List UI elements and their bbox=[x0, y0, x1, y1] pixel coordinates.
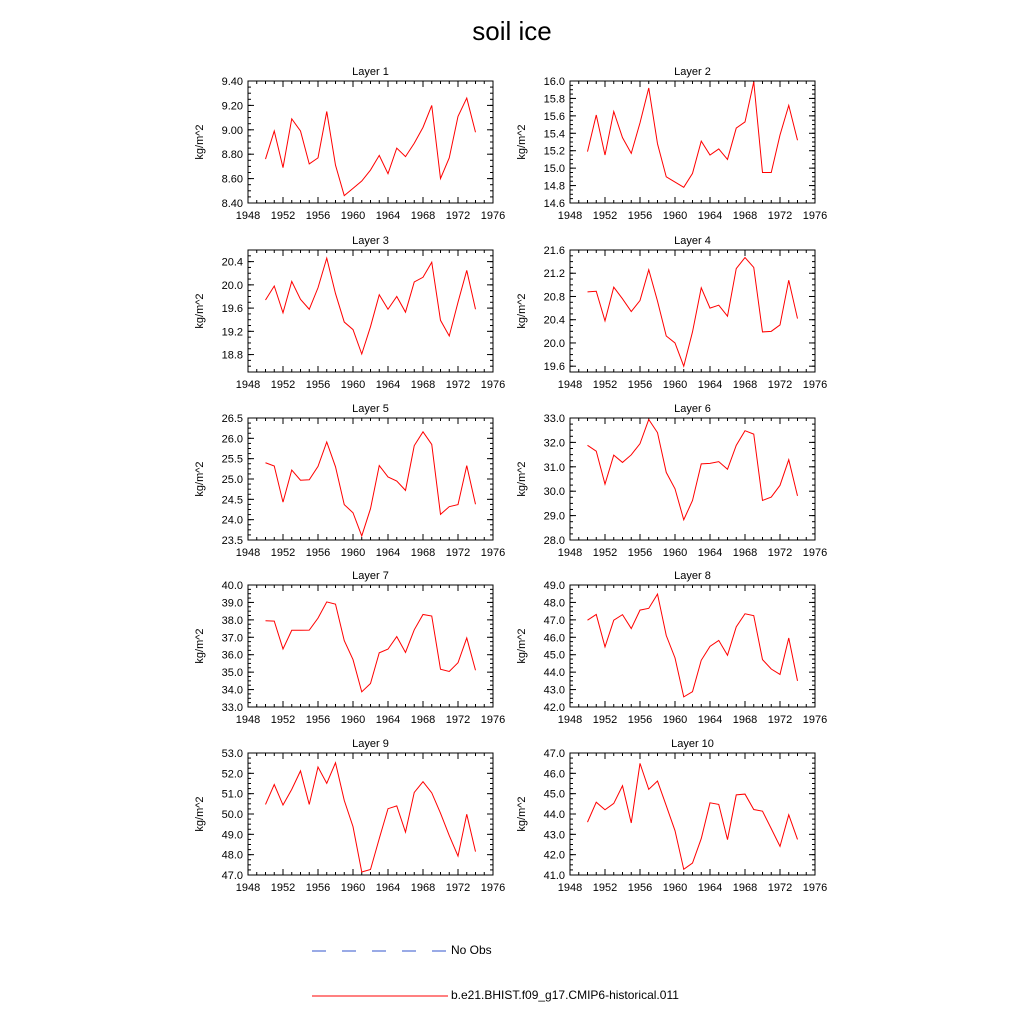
x-tick-label: 1948 bbox=[557, 714, 583, 726]
x-tick-label: 1960 bbox=[662, 882, 688, 894]
x-tick-label: 1956 bbox=[305, 882, 331, 894]
y-tick-label: 42.0 bbox=[543, 702, 565, 714]
x-tick-label: 1960 bbox=[340, 547, 366, 559]
x-tick-label: 1956 bbox=[627, 379, 653, 391]
panel-title: Layer 3 bbox=[352, 235, 389, 247]
y-tick-label: 9.40 bbox=[221, 76, 243, 88]
x-tick-label: 1972 bbox=[767, 547, 793, 559]
y-tick-label: 24.0 bbox=[221, 514, 243, 527]
x-tick-label: 1956 bbox=[627, 210, 653, 222]
x-tick-label: 1956 bbox=[305, 379, 331, 391]
y-tick-label: 26.0 bbox=[221, 433, 243, 446]
y-tick-label: 18.8 bbox=[221, 349, 243, 362]
x-tick-label: 1956 bbox=[305, 547, 331, 559]
y-axis-label: kg/m^2 bbox=[194, 628, 206, 664]
y-tick-label: 20.4 bbox=[221, 256, 243, 269]
y-tick-label: 15.8 bbox=[543, 93, 565, 106]
y-tick-label: 34.0 bbox=[221, 684, 243, 697]
x-tick-label: 1952 bbox=[592, 714, 618, 726]
y-tick-label: 9.20 bbox=[221, 100, 243, 113]
x-tick-label: 1948 bbox=[235, 379, 261, 391]
y-tick-label: 38.0 bbox=[221, 614, 243, 627]
y-tick-label: 42.0 bbox=[543, 849, 565, 862]
y-tick-label: 28.0 bbox=[543, 535, 565, 547]
panel-title: Layer 4 bbox=[674, 235, 711, 247]
x-tick-label: 1964 bbox=[375, 210, 401, 222]
x-tick-label: 1952 bbox=[270, 379, 296, 391]
y-tick-label: 23.5 bbox=[221, 535, 243, 547]
x-tick-label: 1976 bbox=[802, 379, 828, 391]
y-tick-label: 50.0 bbox=[221, 809, 243, 821]
x-tick-label: 1952 bbox=[592, 210, 618, 222]
y-tick-label: 44.0 bbox=[543, 667, 565, 680]
y-tick-label: 20.4 bbox=[543, 314, 565, 327]
y-tick-label: 33.0 bbox=[543, 413, 565, 425]
x-tick-label: 1972 bbox=[445, 882, 471, 894]
x-tick-label: 1956 bbox=[305, 210, 331, 222]
y-tick-label: 48.0 bbox=[221, 849, 243, 862]
x-tick-label: 1968 bbox=[410, 547, 436, 559]
x-tick-label: 1948 bbox=[557, 379, 583, 391]
y-tick-label: 26.5 bbox=[221, 413, 243, 425]
y-tick-label: 19.6 bbox=[221, 303, 243, 316]
y-tick-label: 39.0 bbox=[221, 597, 243, 610]
x-tick-label: 1948 bbox=[235, 547, 261, 559]
x-tick-label: 1964 bbox=[697, 882, 723, 894]
y-tick-label: 53.0 bbox=[221, 748, 243, 760]
x-tick-label: 1968 bbox=[732, 882, 758, 894]
y-tick-label: 19.6 bbox=[543, 361, 565, 374]
y-tick-label: 25.0 bbox=[221, 474, 243, 486]
x-tick-label: 1948 bbox=[235, 714, 261, 726]
y-tick-label: 47.0 bbox=[543, 614, 565, 627]
x-tick-label: 1960 bbox=[662, 714, 688, 726]
y-tick-label: 15.4 bbox=[543, 128, 565, 141]
x-tick-label: 1956 bbox=[627, 547, 653, 559]
y-tick-label: 46.0 bbox=[543, 632, 565, 645]
y-axis-label: kg/m^2 bbox=[516, 628, 528, 664]
x-tick-label: 1968 bbox=[732, 379, 758, 391]
x-tick-label: 1960 bbox=[662, 210, 688, 222]
y-tick-label: 45.0 bbox=[543, 788, 565, 801]
x-tick-label: 1960 bbox=[340, 210, 366, 222]
y-axis-label: kg/m^2 bbox=[194, 461, 206, 497]
x-tick-label: 1952 bbox=[270, 882, 296, 894]
x-tick-label: 1972 bbox=[767, 210, 793, 222]
x-tick-label: 1964 bbox=[375, 882, 401, 894]
y-tick-label: 46.0 bbox=[543, 768, 565, 781]
x-tick-label: 1956 bbox=[627, 714, 653, 726]
y-tick-label: 35.0 bbox=[221, 667, 243, 680]
x-tick-label: 1964 bbox=[697, 714, 723, 726]
y-axis-label: kg/m^2 bbox=[516, 293, 528, 329]
y-tick-label: 41.0 bbox=[543, 870, 565, 882]
y-tick-label: 37.0 bbox=[221, 632, 243, 645]
y-tick-label: 14.8 bbox=[543, 180, 565, 193]
y-axis-label: kg/m^2 bbox=[516, 461, 528, 497]
figure-title: soil ice bbox=[472, 16, 552, 46]
y-tick-label: 47.0 bbox=[543, 748, 565, 760]
x-tick-label: 1976 bbox=[480, 210, 506, 222]
x-tick-label: 1972 bbox=[767, 379, 793, 391]
x-tick-label: 1968 bbox=[732, 547, 758, 559]
y-tick-label: 8.60 bbox=[221, 173, 243, 186]
y-tick-label: 16.0 bbox=[543, 76, 565, 88]
x-tick-label: 1956 bbox=[305, 714, 331, 726]
x-tick-label: 1968 bbox=[410, 882, 436, 894]
y-axis-label: kg/m^2 bbox=[194, 293, 206, 329]
y-tick-label: 40.0 bbox=[221, 580, 243, 592]
x-tick-label: 1976 bbox=[802, 210, 828, 222]
x-tick-label: 1948 bbox=[557, 882, 583, 894]
panel-title: Layer 1 bbox=[352, 66, 389, 78]
x-tick-label: 1968 bbox=[732, 210, 758, 222]
x-tick-label: 1948 bbox=[557, 547, 583, 559]
y-tick-label: 20.0 bbox=[543, 337, 565, 350]
y-tick-label: 21.6 bbox=[543, 245, 565, 257]
y-tick-label: 49.0 bbox=[221, 829, 243, 842]
y-tick-label: 51.0 bbox=[221, 788, 243, 801]
y-tick-label: 20.8 bbox=[543, 291, 565, 304]
x-tick-label: 1972 bbox=[445, 547, 471, 559]
legend-label-1: No Obs bbox=[451, 943, 492, 957]
y-tick-label: 29.0 bbox=[543, 510, 565, 523]
x-tick-label: 1960 bbox=[340, 882, 366, 894]
x-tick-label: 1960 bbox=[662, 547, 688, 559]
panel-title: Layer 2 bbox=[674, 66, 711, 78]
x-tick-label: 1960 bbox=[662, 379, 688, 391]
x-tick-label: 1964 bbox=[375, 714, 401, 726]
x-tick-label: 1964 bbox=[375, 379, 401, 391]
y-tick-label: 45.0 bbox=[543, 649, 565, 662]
x-tick-label: 1964 bbox=[375, 547, 401, 559]
panel-title: Layer 9 bbox=[352, 738, 389, 750]
y-tick-label: 20.0 bbox=[221, 279, 243, 292]
panel-title: Layer 5 bbox=[352, 403, 389, 415]
panel-title: Layer 6 bbox=[674, 403, 711, 415]
y-tick-label: 32.0 bbox=[543, 437, 565, 450]
y-tick-label: 21.2 bbox=[543, 268, 565, 281]
y-tick-label: 52.0 bbox=[221, 768, 243, 781]
y-tick-label: 19.2 bbox=[221, 326, 243, 339]
panel-title: Layer 8 bbox=[674, 570, 711, 582]
y-tick-label: 30.0 bbox=[543, 486, 565, 499]
y-tick-label: 48.0 bbox=[543, 597, 565, 610]
y-tick-label: 36.0 bbox=[221, 649, 243, 662]
y-tick-label: 14.6 bbox=[543, 198, 565, 210]
y-axis-label: kg/m^2 bbox=[194, 796, 206, 832]
y-tick-label: 43.0 bbox=[543, 829, 565, 842]
panel-title: Layer 7 bbox=[352, 570, 389, 582]
x-tick-label: 1976 bbox=[802, 882, 828, 894]
x-tick-label: 1960 bbox=[340, 379, 366, 391]
x-tick-label: 1968 bbox=[410, 210, 436, 222]
x-tick-label: 1948 bbox=[557, 210, 583, 222]
x-tick-label: 1968 bbox=[732, 714, 758, 726]
y-tick-label: 15.6 bbox=[543, 110, 565, 123]
y-axis-label: kg/m^2 bbox=[516, 796, 528, 832]
panel-title: Layer 10 bbox=[671, 738, 714, 750]
x-tick-label: 1972 bbox=[767, 882, 793, 894]
x-tick-label: 1952 bbox=[270, 210, 296, 222]
x-tick-label: 1972 bbox=[767, 714, 793, 726]
x-tick-label: 1968 bbox=[410, 714, 436, 726]
y-axis-label: kg/m^2 bbox=[194, 124, 206, 160]
x-tick-label: 1948 bbox=[235, 210, 261, 222]
x-tick-label: 1968 bbox=[410, 379, 436, 391]
x-tick-label: 1972 bbox=[445, 379, 471, 391]
legend-label-2: b.e21.BHIST.f09_g17.CMIP6-historical.011 bbox=[451, 988, 679, 1002]
y-tick-label: 15.0 bbox=[543, 163, 565, 176]
x-tick-label: 1948 bbox=[235, 882, 261, 894]
x-tick-label: 1976 bbox=[480, 882, 506, 894]
y-tick-label: 49.0 bbox=[543, 580, 565, 592]
x-tick-label: 1976 bbox=[802, 714, 828, 726]
y-axis-label: kg/m^2 bbox=[516, 124, 528, 160]
x-tick-label: 1956 bbox=[627, 882, 653, 894]
y-tick-label: 43.0 bbox=[543, 684, 565, 697]
y-tick-label: 33.0 bbox=[221, 702, 243, 714]
y-tick-label: 44.0 bbox=[543, 809, 565, 821]
y-tick-label: 8.80 bbox=[221, 149, 243, 162]
y-tick-label: 24.5 bbox=[221, 494, 243, 507]
x-tick-label: 1952 bbox=[592, 882, 618, 894]
x-tick-label: 1976 bbox=[480, 714, 506, 726]
x-tick-label: 1976 bbox=[802, 547, 828, 559]
x-tick-label: 1972 bbox=[445, 714, 471, 726]
x-tick-label: 1976 bbox=[480, 379, 506, 391]
x-tick-label: 1952 bbox=[270, 714, 296, 726]
x-tick-label: 1960 bbox=[340, 714, 366, 726]
y-tick-label: 8.40 bbox=[221, 198, 243, 210]
x-tick-label: 1964 bbox=[697, 210, 723, 222]
x-tick-label: 1964 bbox=[697, 547, 723, 559]
x-tick-label: 1952 bbox=[592, 547, 618, 559]
y-tick-label: 15.2 bbox=[543, 145, 565, 158]
y-tick-label: 31.0 bbox=[543, 461, 565, 474]
x-tick-label: 1976 bbox=[480, 547, 506, 559]
x-tick-label: 1972 bbox=[445, 210, 471, 222]
x-tick-label: 1952 bbox=[592, 379, 618, 391]
y-tick-label: 9.00 bbox=[221, 124, 243, 137]
x-tick-label: 1964 bbox=[697, 379, 723, 391]
y-tick-label: 47.0 bbox=[221, 870, 243, 882]
y-tick-label: 25.5 bbox=[221, 453, 243, 466]
x-tick-label: 1952 bbox=[270, 547, 296, 559]
